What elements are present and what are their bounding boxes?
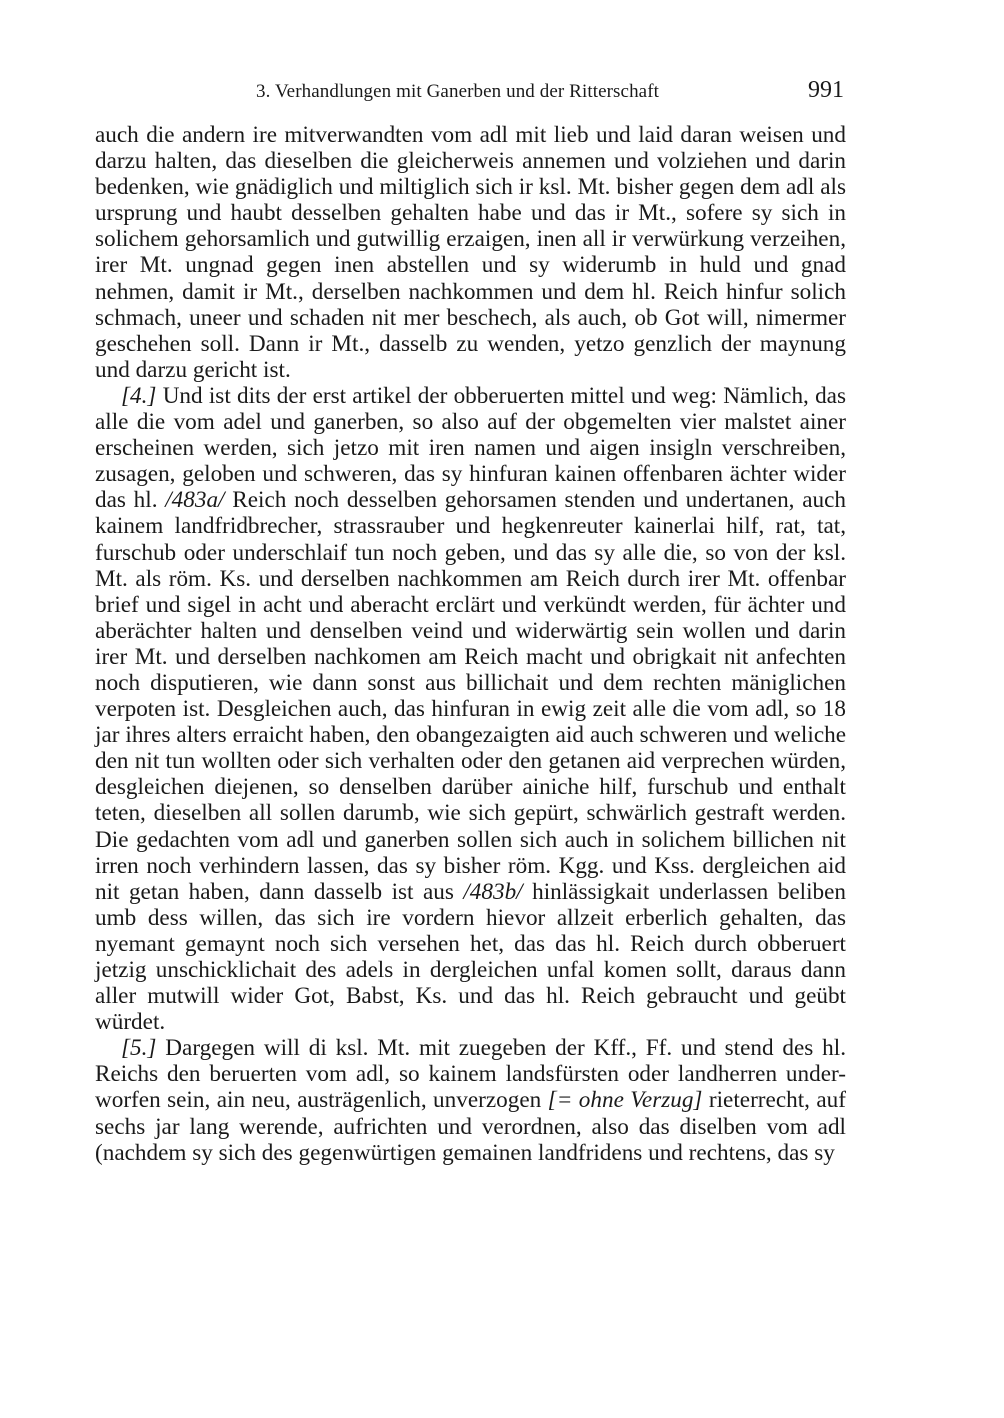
article-5-text-2: rieterrecht, auf sechs jar lang werende, aufrichten und verordnen, also das diselben vom adl (nachdem sy sich des gegenwürtigen gemainen landfridens und rechtens, das sy xyxy=(95,1087,846,1166)
paragraph-1-text: auch die andern ire mitverwandten vom adl mit lieb und laid daran weisen und darzu halten, das dieselben die gleicherweis annemen und volziehen und darin bedenken, wie gnädiglich und miltiglich sich ir ksl. Mt. bisher gegen dem adl als ursprung und haubt desselben gehalten habe und das ir Mt., sofere sy sich in solichem gehorsamlich und gutwillig erzaigen, inen all ir verwürkung verzeihen, irer Mt. ungnad gegen inen abstellen und sy widerumb in huld und gnad nehmen, damit ir Mt., derselben nachkommen und dem hl. Reich hinfur solich schmach, uneer und schaden nit mer beschech, als auch, ob Got will, nimermer geschehen soll. Dann ir Mt., dasselb zu wenden, yetzo genzlich der maynung und darzu gericht ist. xyxy=(95,122,846,383)
folio-marker-483b: /483b/ xyxy=(463,878,523,905)
paragraph-1 xyxy=(95,122,846,383)
folio-marker-483a: /483a/ xyxy=(165,487,225,514)
page-number: 991 xyxy=(808,77,844,103)
article-4-text-1: Und ist dits der erst artikel der obberuerten mittel und weg: Nämlich, das alle die vom adel und ganerben, so also auf der obgemelten vier malstet ainer erscheinen werden, sich jetzo mit iren namen und aigen insigln verschreiben, zusagen, geloben und schweren, das sy hinfuran kainen offenbaren ächter wider das hl. xyxy=(95,382,846,514)
document-page xyxy=(95,0,846,1166)
paragraph-article-4 xyxy=(95,383,846,1035)
article-4-text-2: Reich noch desselben gehorsamen stenden und undertanen, auch kainem landfridbrecher, strassrauber und hegkenreuter kainerlai hilf, rat, tat, furschub oder underschlaif tun noch geben, und das sy alle die, so von der ksl. Mt. als röm. Ks. und derselben nachkommen am Reich durch irer Mt. offenbar brief und sigel in acht und aberacht erclärt und verkündt werden, für ächter und aberächter halten und denselben veind und widerwärtig sein wollen und darin irer Mt. und derselben nachkomen am Reich macht und obrigkait nit anfechten noch disputieren, wie dann sonst aus billichait und dem rechten mäniglichen verpoten ist. Desgleichen auch, das hinfuran in ewig zeit alle die vom adl, so 18 jar ihres alters erraicht haben, den obangezaigten aid auch schweren und weliche den nit tun wollten oder sich verhalten oder den getanen aid verprechen würden, desgleichen diejenen, so denselben darüber ainiche hilf, furschub und enthalt teten, dieselben all sollen darumb, wie sich gepürt, schwärlich gestraft werden. Die gedachten vom adl und ganerben sollen sich auch in solichem billichen nit irren noch verhindern lassen, das sy bisher röm. Kgg. und Kss. dergleichen aid nit getan haben, dann dasselb ist aus xyxy=(95,487,846,905)
page-header xyxy=(95,0,846,122)
body-text xyxy=(95,122,846,1166)
running-head: 3. Verhandlungen mit Ganerben und der Ritterschaft xyxy=(256,81,660,102)
paragraph-article-5 xyxy=(95,1035,846,1165)
article-4-marker: [4.] xyxy=(121,382,157,409)
article-5-marker: [5.] xyxy=(121,1035,157,1062)
editorial-gloss: [= ohne Verzug] xyxy=(547,1087,703,1114)
article-4-text-3: hinlässigkait underlassen beliben umb dess willen, das sich ire vordern hievor allzeit erberlich gehalten, das nyemant gemaynt noch sich versehen het, das das hl. Reich durch obberuert jetzig unschicklichait des adels in dergleichen unfal komen sollt, daraus dann aller mutwill wider Got, Babst, Ks. und das hl. Reich gebraucht und geübt würdet. xyxy=(95,878,846,1036)
article-5-text-1: Dargegen will di ksl. Mt. mit zuegeben der Kff., Ff. und stend des hl. Reichs den beruerten vom adl, so kainem landsfürsten oder landherren under-worfen sein, ain neu, austrägenlich, unverzogen xyxy=(95,1035,846,1114)
